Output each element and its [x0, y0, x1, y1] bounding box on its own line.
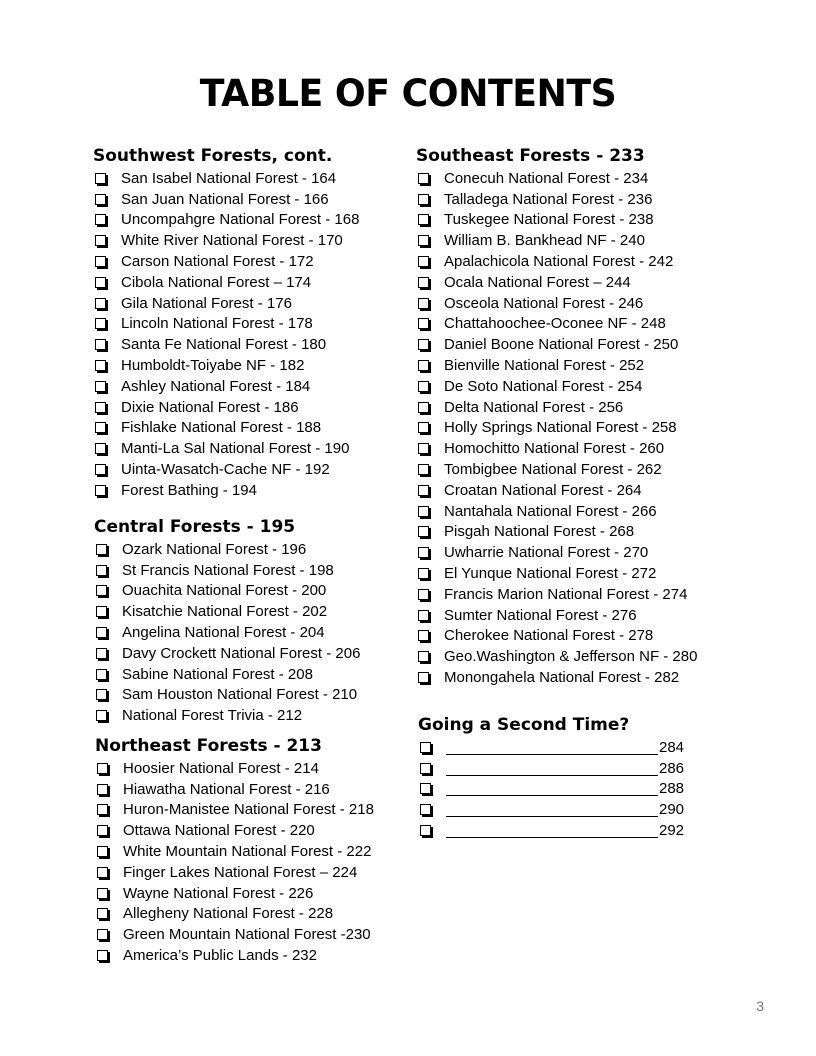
item-label: White River National Forest - 170 [121, 232, 343, 250]
checklist-item [94, 581, 360, 602]
checklist-item [95, 841, 374, 862]
checklist-item [416, 397, 697, 418]
checklist-item [94, 664, 360, 685]
blank-line[interactable] [446, 740, 658, 755]
checklist-item [94, 560, 360, 581]
checklist-item [416, 626, 697, 647]
item-label: Delta National Forest - 256 [444, 398, 624, 416]
item-label: El Yunque National Forest - 272 [444, 565, 657, 583]
checklist-item [416, 168, 697, 189]
item-label: Angelina National Forest - 204 [122, 624, 325, 642]
checkbox-icon[interactable] [95, 318, 106, 329]
checklist-item [93, 210, 359, 231]
item-label: Apalachicola National Forest - 242 [444, 253, 674, 271]
checklist-item [416, 355, 697, 376]
checklist-item [416, 542, 697, 563]
checklist-item [416, 459, 697, 480]
checkbox-icon[interactable] [418, 672, 429, 683]
item-label: Finger Lakes National Forest – 224 [123, 863, 358, 881]
section-list [416, 168, 697, 688]
item-label: Kisatchie National Forest - 202 [122, 603, 328, 621]
checkbox-icon[interactable] [96, 648, 107, 659]
checklist-item [93, 230, 359, 251]
item-label: William B. Bankhead NF - 240 [444, 232, 645, 250]
checklist-item [416, 210, 697, 231]
item-label: Fishlake National Forest - 188 [121, 419, 322, 437]
blank-line[interactable] [446, 761, 658, 776]
checklist-item [93, 293, 359, 314]
checkbox-icon[interactable] [97, 846, 108, 857]
checklist-item [416, 438, 697, 459]
checkbox-icon[interactable] [96, 606, 107, 617]
checklist-item [94, 601, 360, 622]
section-list [93, 168, 359, 501]
checkbox-icon[interactable] [418, 235, 429, 246]
checkbox-icon[interactable] [97, 825, 108, 836]
checkbox-icon[interactable] [95, 443, 106, 454]
checklist-item [93, 355, 359, 376]
checklist-item [416, 584, 697, 605]
item-label: Forest Bathing - 194 [121, 481, 257, 499]
checkbox-icon[interactable] [95, 298, 106, 309]
checklist-item [93, 168, 359, 189]
checkbox-icon[interactable] [96, 627, 107, 638]
item-label: Santa Fe National Forest - 180 [121, 336, 327, 354]
item-label: Ottawa National Forest - 220 [123, 822, 315, 840]
blank-line[interactable] [446, 802, 658, 817]
item-label: Uncompahgre National Forest - 168 [121, 211, 360, 229]
item-label: Humboldt-Toiyabe NF - 182 [121, 357, 305, 375]
checklist-item [94, 622, 360, 643]
checklist-item [94, 685, 360, 706]
blank-entry [418, 799, 684, 820]
item-label: St Francis National Forest - 198 [122, 561, 334, 579]
checkbox-icon[interactable] [420, 742, 431, 753]
item-label: Carson National Forest - 172 [121, 253, 314, 271]
section-second-time [418, 714, 684, 841]
checkbox-icon[interactable] [96, 585, 107, 596]
checkbox-icon[interactable] [420, 783, 431, 794]
item-label: Geo.Washington & Jefferson NF - 280 [444, 648, 698, 666]
item-label: Ouachita National Forest - 200 [122, 582, 327, 600]
checklist-item [95, 758, 374, 779]
section-heading: Going a Second Time? [418, 715, 630, 735]
checklist-item [416, 272, 697, 293]
checkbox-icon[interactable] [97, 908, 108, 919]
checkbox-icon[interactable] [97, 763, 108, 774]
item-label: America’s Public Lands - 232 [123, 947, 317, 965]
checkbox-icon[interactable] [418, 277, 429, 288]
item-label: Nantahala National Forest - 266 [444, 502, 657, 520]
item-label: Huron-Manistee National Forest - 218 [123, 801, 374, 819]
checklist-item [416, 376, 697, 397]
item-label: Ozark National Forest - 196 [122, 540, 307, 558]
item-label: Green Mountain National Forest -230 [123, 926, 371, 944]
item-label: Allegheny National Forest - 228 [123, 905, 334, 923]
item-label: Hoosier National Forest - 214 [123, 759, 319, 777]
checkbox-icon[interactable] [96, 689, 107, 700]
item-label: Francis Marion National Forest - 274 [444, 585, 688, 603]
checkbox-icon[interactable] [95, 381, 106, 392]
checklist-item [95, 862, 374, 883]
checkbox-icon[interactable] [418, 318, 429, 329]
page-title: TABLE OF CONTENTS [199, 72, 617, 115]
item-label: Cibola National Forest – 174 [121, 273, 312, 291]
checkbox-icon[interactable] [96, 669, 107, 680]
checkbox-icon[interactable] [97, 867, 108, 878]
item-label: Chattahoochee-Oconee NF - 248 [444, 315, 666, 333]
item-label: Tuskegee National Forest - 238 [444, 211, 654, 229]
checkbox-icon[interactable] [420, 804, 431, 815]
section-list [94, 539, 360, 726]
blank-line[interactable] [446, 823, 658, 838]
checkbox-icon[interactable] [95, 485, 106, 496]
blank-line[interactable] [446, 781, 658, 796]
item-label: White Mountain National Forest - 222 [123, 843, 372, 861]
checklist-item [416, 314, 697, 335]
checklist-item [94, 643, 360, 664]
checklist-item [93, 438, 359, 459]
item-label: Sumter National Forest - 276 [444, 606, 637, 624]
checkbox-icon[interactable] [418, 443, 429, 454]
checklist-item [416, 605, 697, 626]
section-southwest [93, 145, 359, 501]
item-label: Lincoln National Forest - 178 [121, 315, 313, 333]
page-ref: 288 [659, 780, 685, 798]
checkbox-icon[interactable] [97, 784, 108, 795]
checkbox-icon[interactable] [418, 402, 429, 413]
checkbox-icon[interactable] [97, 888, 108, 899]
checklist-item [95, 924, 374, 945]
item-label: Manti-La Sal National Forest - 190 [121, 440, 350, 458]
item-label: Monongahela National Forest - 282 [444, 669, 680, 687]
page-ref: 290 [659, 801, 685, 819]
item-label: Pisgah National Forest - 268 [444, 523, 635, 541]
checkbox-icon[interactable] [96, 565, 107, 576]
checkbox-icon[interactable] [418, 256, 429, 267]
checkbox-icon[interactable] [418, 547, 429, 558]
checkbox-icon[interactable] [97, 950, 108, 961]
checkbox-icon[interactable] [420, 763, 431, 774]
checklist-item [93, 272, 359, 293]
checkbox-icon[interactable] [97, 804, 108, 815]
checkbox-icon[interactable] [95, 402, 106, 413]
checkbox-icon[interactable] [95, 256, 106, 267]
checkbox-icon[interactable] [95, 173, 106, 184]
checklist-item [93, 189, 359, 210]
item-label: Bienville National Forest - 252 [444, 357, 645, 375]
checklist-item [416, 646, 697, 667]
section-list [95, 758, 374, 966]
blank-entry [418, 779, 684, 800]
checkbox-icon[interactable] [418, 506, 429, 517]
checklist-item [95, 820, 374, 841]
section-northeast [95, 735, 374, 966]
checklist-item [93, 376, 359, 397]
page-number: 3 [756, 998, 764, 1014]
item-label: National Forest Trivia - 212 [122, 707, 303, 725]
checklist-item [93, 251, 359, 272]
checkbox-icon[interactable] [418, 422, 429, 433]
checklist-item [416, 230, 697, 251]
checkbox-icon[interactable] [420, 825, 431, 836]
checklist-item [416, 293, 697, 314]
checkbox-icon[interactable] [95, 422, 106, 433]
checkbox-icon[interactable] [95, 339, 106, 350]
checklist-item [93, 314, 359, 335]
checkbox-icon[interactable] [418, 381, 429, 392]
item-label: Tombigbee National Forest - 262 [444, 461, 662, 479]
checklist-item [95, 945, 374, 966]
item-label: De Soto National Forest - 254 [444, 377, 643, 395]
checklist-item [95, 904, 374, 925]
item-label: Talladega National Forest - 236 [444, 190, 653, 208]
item-label: Sabine National Forest - 208 [122, 665, 313, 683]
page-ref: 292 [659, 822, 685, 840]
checkbox-icon[interactable] [95, 360, 106, 371]
section-heading: Southwest Forests, cont. [93, 146, 333, 166]
checklist-item [93, 418, 359, 439]
checkbox-icon[interactable] [418, 589, 429, 600]
item-label: Dixie National Forest - 186 [121, 398, 299, 416]
checkbox-icon[interactable] [418, 214, 429, 225]
checklist-item [416, 522, 697, 543]
checkbox-icon[interactable] [418, 568, 429, 579]
checkbox-icon[interactable] [418, 651, 429, 662]
checkbox-icon[interactable] [95, 464, 106, 475]
item-label: Holly Springs National Forest - 258 [444, 419, 677, 437]
section-heading: Northeast Forests - 213 [95, 736, 322, 756]
checklist-item [93, 397, 359, 418]
checkbox-icon[interactable] [418, 339, 429, 350]
checklist-item [93, 480, 359, 501]
item-label: Gila National Forest - 176 [121, 294, 292, 312]
checklist-item [93, 459, 359, 480]
checkbox-icon[interactable] [418, 298, 429, 309]
checkbox-icon[interactable] [418, 610, 429, 621]
checklist-item [94, 539, 360, 560]
checkbox-icon[interactable] [418, 464, 429, 475]
checkbox-icon[interactable] [418, 173, 429, 184]
checkbox-icon[interactable] [95, 235, 106, 246]
checkbox-icon[interactable] [96, 544, 107, 555]
checkbox-icon[interactable] [95, 194, 106, 205]
section-heading: Southeast Forests - 233 [416, 146, 645, 166]
item-label: Conecuh National Forest - 234 [444, 169, 649, 187]
section-central [94, 516, 360, 726]
item-label: Uinta-Wasatch-Cache NF - 192 [121, 461, 330, 479]
checklist-item [93, 334, 359, 355]
item-label: Osceola National Forest - 246 [444, 294, 644, 312]
checkbox-icon[interactable] [418, 630, 429, 641]
second-time-list [418, 737, 684, 841]
checklist-item [94, 705, 360, 726]
item-label: Uwharrie National Forest - 270 [444, 544, 649, 562]
item-label: Sam Houston National Forest - 210 [122, 686, 358, 704]
section-heading: Central Forests - 195 [94, 517, 296, 537]
checkbox-icon[interactable] [95, 277, 106, 288]
item-label: San Juan National Forest - 166 [121, 190, 329, 208]
checkbox-icon[interactable] [418, 194, 429, 205]
item-label: Cherokee National Forest - 278 [444, 627, 654, 645]
page-ref: 286 [659, 759, 685, 777]
checkbox-icon[interactable] [418, 526, 429, 537]
blank-entry [418, 758, 684, 779]
item-label: Homochitto National Forest - 260 [444, 440, 665, 458]
checklist-item [416, 501, 697, 522]
item-label: Ocala National Forest – 244 [444, 273, 631, 291]
checkbox-icon[interactable] [95, 214, 106, 225]
section-southeast [416, 145, 697, 688]
item-label: Ashley National Forest - 184 [121, 377, 311, 395]
item-label: Daniel Boone National Forest - 250 [444, 336, 679, 354]
checklist-item [95, 800, 374, 821]
checklist-item [416, 251, 697, 272]
checklist-item [416, 667, 697, 688]
checkbox-icon[interactable] [97, 929, 108, 940]
item-label: Croatan National Forest - 264 [444, 481, 642, 499]
item-label: Hiawatha National Forest - 216 [123, 780, 330, 798]
item-label: San Isabel National Forest - 164 [121, 169, 337, 187]
checkbox-icon[interactable] [418, 360, 429, 371]
checklist-item [95, 883, 374, 904]
checklist-item [416, 563, 697, 584]
blank-entry [418, 820, 684, 841]
item-label: Davy Crockett National Forest - 206 [122, 644, 361, 662]
checklist-item [416, 189, 697, 210]
checklist-item [416, 480, 697, 501]
checkbox-icon[interactable] [418, 485, 429, 496]
item-label: Wayne National Forest - 226 [123, 884, 314, 902]
blank-entry [418, 737, 684, 758]
checkbox-icon[interactable] [96, 710, 107, 721]
checklist-item [416, 418, 697, 439]
page-ref: 284 [659, 738, 685, 756]
checklist-item [416, 334, 697, 355]
checklist-item [95, 779, 374, 800]
